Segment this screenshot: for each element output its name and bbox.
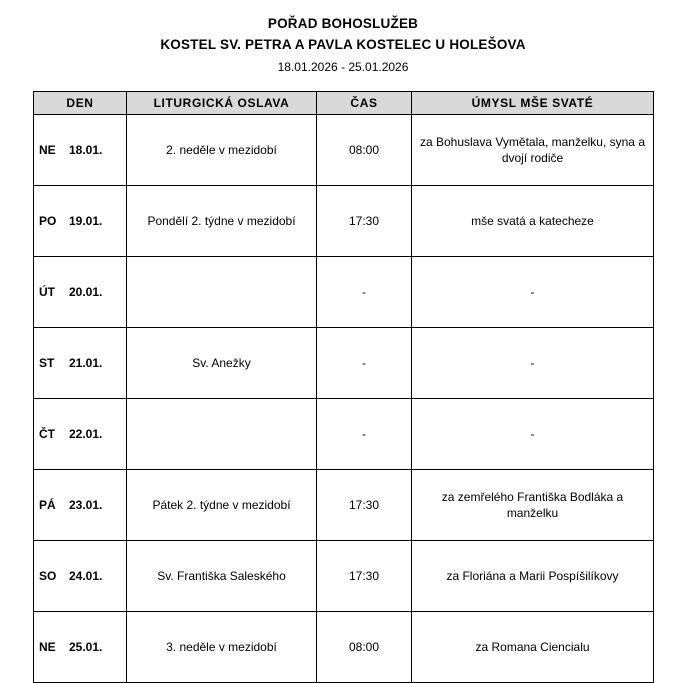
- cell-time: -: [317, 399, 412, 470]
- cell-time: 08:00: [317, 612, 412, 683]
- cell-liturgical-celebration: Pátek 2. týdne v mezidobí: [127, 470, 317, 541]
- day-date: 23.01.: [69, 498, 103, 512]
- day-date: 24.01.: [69, 569, 103, 583]
- date-range: 18.01.2026 - 25.01.2026: [277, 60, 409, 74]
- cell-time: -: [317, 257, 412, 328]
- table-row: [34, 328, 654, 399]
- table-row: [34, 470, 654, 541]
- page-title: POŘAD BOHOSLUŽEB: [267, 16, 419, 31]
- cell-time: 17:30: [317, 186, 412, 257]
- table-header-row: [34, 92, 654, 115]
- cell-mass-intention: za zemřelého Františka Bodláka a manželku: [412, 470, 654, 541]
- cell-mass-intention: za Bohuslava Vymětala, manželku, syna a dvojí rodiče: [412, 115, 654, 186]
- day-of-week: PO: [39, 214, 57, 228]
- cell-day: [34, 186, 127, 257]
- cell-time: 17:30: [317, 541, 412, 612]
- cell-liturgical-celebration: Sv. Anežky: [127, 328, 317, 399]
- day-of-week: ČT: [39, 427, 55, 441]
- day-of-week: SO: [39, 569, 57, 583]
- day-of-week: NE: [39, 640, 56, 654]
- day-date: 19.01.: [69, 214, 103, 228]
- cell-time: 08:00: [317, 115, 412, 186]
- column-header-mass-intention: ÚMYSL MŠE SVATÉ: [412, 92, 654, 115]
- day-date: 21.01.: [69, 356, 103, 370]
- schedule-table: [33, 91, 654, 683]
- table-body: [34, 115, 654, 683]
- cell-day: [34, 328, 127, 399]
- cell-mass-intention: za Floriána a Marii Pospíšilíkovy: [412, 541, 654, 612]
- column-header-day: DEN: [34, 92, 127, 115]
- cell-liturgical-celebration: 2. neděle v mezidobí: [127, 115, 317, 186]
- schedule-table-wrap: [33, 91, 653, 683]
- column-header-time: ČAS: [317, 92, 412, 115]
- cell-liturgical-celebration: Pondělí 2. týdne v mezidobí: [127, 186, 317, 257]
- cell-mass-intention: -: [412, 399, 654, 470]
- cell-day: [34, 115, 127, 186]
- cell-time: 17:30: [317, 470, 412, 541]
- cell-day: [34, 257, 127, 328]
- cell-liturgical-celebration: [127, 257, 317, 328]
- cell-liturgical-celebration: [127, 399, 317, 470]
- day-of-week: ST: [39, 356, 55, 370]
- cell-liturgical-celebration: Sv. Františka Saleského: [127, 541, 317, 612]
- cell-day: [34, 541, 127, 612]
- day-date: 20.01.: [69, 285, 103, 299]
- day-date: 25.01.: [69, 640, 103, 654]
- day-of-week: PÁ: [39, 498, 56, 512]
- table-row: [34, 257, 654, 328]
- day-date: 22.01.: [69, 427, 103, 441]
- day-of-week: ÚT: [39, 285, 55, 299]
- table-row: [34, 541, 654, 612]
- table-row: [34, 399, 654, 470]
- column-header-liturgical-celebration: LITURGICKÁ OSLAVA: [127, 92, 317, 115]
- table-row: [34, 115, 654, 186]
- page-subtitle: KOSTEL SV. PETRA A PAVLA KOSTELEC U HOLEŠOVA: [160, 37, 526, 52]
- cell-time: -: [317, 328, 412, 399]
- cell-mass-intention: -: [412, 257, 654, 328]
- table-header: [34, 92, 654, 115]
- cell-day: [34, 470, 127, 541]
- cell-mass-intention: mše svatá a katecheze: [412, 186, 654, 257]
- day-of-week: NE: [39, 143, 56, 157]
- table-row: [34, 186, 654, 257]
- cell-mass-intention: -: [412, 328, 654, 399]
- cell-day: [34, 399, 127, 470]
- cell-liturgical-celebration: 3. neděle v mezidobí: [127, 612, 317, 683]
- cell-mass-intention: za Romana Ciencialu: [412, 612, 654, 683]
- day-date: 18.01.: [69, 143, 103, 157]
- document-header: [0, 0, 686, 78]
